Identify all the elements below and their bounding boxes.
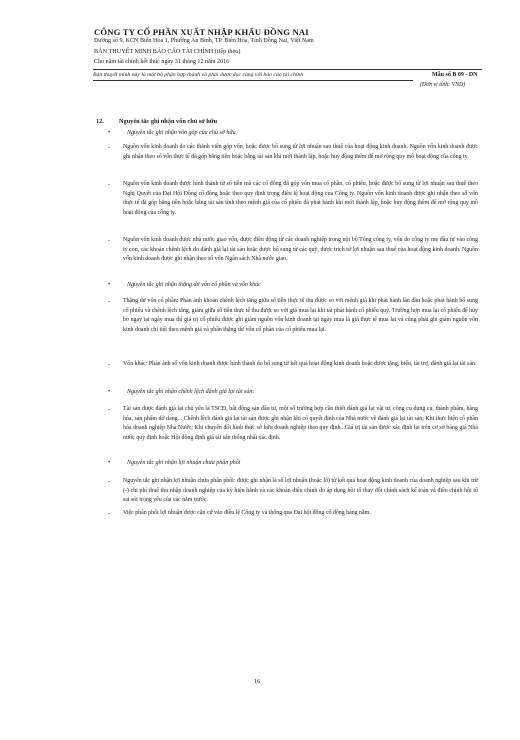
subsection-heading-revaluation: Nguyên tắc ghi nhận chênh lệch đánh giá lại tài sản:: [127, 389, 255, 395]
report-note: Bản thuyết minh này là một bộ phận hợp thành và phải được đọc cùng với báo cáo tài chính: [93, 72, 304, 78]
paragraph-capital-2: Nguồn vốn kinh doanh được hình thành từ số tiền mà các cổ đông đã góp vốn mua cổ phần, cổ phiếu, hoặc được bổ sung từ lợi nhuận sau thuế theo Nghị Quyết của Đại Hội Đồng cổ đông hoặc theo quy định trong điều lệ hoạt động của Công ty. Nguồn vốn kinh doanh được ghi nhận theo số vốn thực tế đã góp bằng tiền hoặc bằng tài sản tính theo mệnh giá của cổ phiếu đã phát hành khi mới thành lập, hoặc huy động thêm để mở rộng quy mô hoạt động của công ty.: [123, 181, 478, 216]
diamond-bullet-icon: •: [108, 281, 111, 288]
dash-bullet-icon: -: [108, 361, 111, 368]
paragraph-capital-3: Nguồn vốn kinh doanh được nhà nước giao vốn, được điều động từ các doanh nghiệp trong nội bộ Tổng công ty, vốn do công ty mẹ đầu tư vào công ty con, các khoản chênh lệch do đánh giá lại tài sản hoặc được bổ sung từ các quỹ, được trích từ lợi nhuận sau thuế của hoạt động kinh doanh. Nguồn vốn kinh doanh được ghi nhận theo số vốn Ngân sách Nhà nước giao.: [123, 237, 478, 262]
dash-bullet-icon: -: [108, 298, 111, 305]
report-period: Cho năm tài chính kết thúc ngày 31 tháng 12 năm 2016: [94, 59, 230, 65]
subsection-heading-capital: Nguyên tắc ghi nhận vốn góp của chủ sở hữu: [127, 130, 236, 136]
paragraph-retained-1: Nguyên tắc ghi nhận lợi nhuận chưa phân phối: được ghi nhận là số lợi nhuận (hoặc lỗ) từ kết quả hoạt động kinh doanh của doanh nghiệp sau khi trừ (-) chi phí thuế thu nhập doanh nghiệp của kỳ hiện hành và các khoản điều chỉnh do áp dụng hồi tố thay đổi chính sách kế toán và điều chỉnh hồi tố sai sót trọng yếu của các năm trước.: [123, 478, 478, 503]
dash-bullet-icon: -: [108, 406, 111, 413]
currency-unit: (Đơn vị tính: VND): [420, 82, 466, 88]
paragraph-capital-1: Nguồn vốn kinh doanh do các thành viên góp vốn, hoặc được bổ sung từ lợi nhuận sau thuế của hoạt động kinh doanh. Nguồn vốn kinh doanh được ghi nhận theo số vốn thực tế đã góp bằng tiền hoặc bằng tài sản khi mới thành lập, hoặc huy động thêm để mở rộng quy mô hoạt động của công ty.: [123, 144, 478, 160]
dash-bullet-icon: -: [108, 510, 111, 517]
dash-bullet-icon: -: [108, 478, 111, 485]
note-divider: [93, 80, 413, 81]
diamond-bullet-icon: •: [108, 388, 111, 395]
diamond-bullet-icon: •: [108, 129, 111, 136]
paragraph-retained-2: Việc phân phối lợi nhuận được căn cứ vào điều lệ Công ty và thông qua Đại hội đồng cổ đông hàng năm.: [123, 510, 371, 516]
company-name: CÔNG TY CỔ PHẦN XUẤT NHẬP KHẨU ĐỒNG NAI: [94, 27, 309, 37]
section-title: Nguyên tắc ghi nhận vốn chủ sở hữu: [119, 118, 218, 125]
company-address: Đường số 9, KCN Biên Hòa 1, Phường An Bình, TP. Biên Hòa, Tỉnh Đồng Nai, Việt Nam: [94, 38, 314, 44]
section-number: 12.: [96, 118, 104, 125]
paragraph-revaluation-1: Tài sản được đánh giá lại chủ yếu là TSCĐ, bất động sản đầu tư, một số trường hợp cần thiết đánh giá lại vật tư, công cụ dụng cụ, thành phẩm, hàng hóa, sản phẩm dở dang... Chênh lệch đánh giá lại tài sản được ghi nhận khi có quyết định của Nhà nước về đánh giá lại tài sản; Khi thực hiện cổ phần hóa doanh nghiệp Nhà Nước; Khi chuyển đổi hình thức sở hữu doanh nghiệp theo quy định...Giá trị tài sản được xác định lại trên cơ sở bảng giá Nhà nước quy định hoặc Hội đồng định giá tài sản thống nhất xác định.: [123, 406, 478, 441]
report-title: BẢN THUYẾT MINH BÁO CÁO TÀI CHÍNH (tiếp theo): [94, 48, 241, 55]
dash-bullet-icon: -: [108, 144, 111, 151]
diamond-bullet-icon: •: [108, 459, 111, 466]
dash-bullet-icon: -: [108, 237, 111, 244]
paragraph-surplus-1: Thặng dư vốn cổ phần: Phản ánh khoản chênh lệch tăng giữa số tiền thực tế thu được so với mệnh giá khi phát hành lần đầu hoặc phát hành bổ sung cổ phiếu và chênh lệch tăng, giảm giữa số tiền thực tế thu được so với giá mua lại khi tái phát hành cổ phiếu quỹ. Trường hợp mua lại cổ phiếu để hủy bỏ ngay tại ngày mua thì giá trị cổ phiếu được ghi giảm nguồn vốn kinh doanh tại ngày mua là giá thực tế mua lại và cũng phải ghi giảm nguồn vốn kinh doanh chi tiết theo mệnh giá và phần thặng dư vốn cổ phần của cổ phiếu mua lại.: [123, 298, 478, 333]
subsection-heading-retained: Nguyên tắc ghi nhận lợi nhuận chưa phân phối: [127, 460, 241, 466]
subsection-heading-surplus: Nguyên tắc ghi nhận thặng dư vốn cổ phần và vốn khác: [127, 282, 261, 288]
dash-bullet-icon: -: [108, 181, 111, 188]
header-divider: [93, 69, 482, 70]
page-number: 16: [254, 678, 261, 685]
paragraph-surplus-2: Vốn khác: Phản ánh số vốn kinh doanh được hình thành do bổ sung từ kết quả hoạt động kinh doanh hoặc được tặng, biếu, tài trợ, đánh giá lại tài sản.: [123, 361, 477, 367]
form-code: Mẫu số B 09 - DN: [432, 72, 478, 78]
